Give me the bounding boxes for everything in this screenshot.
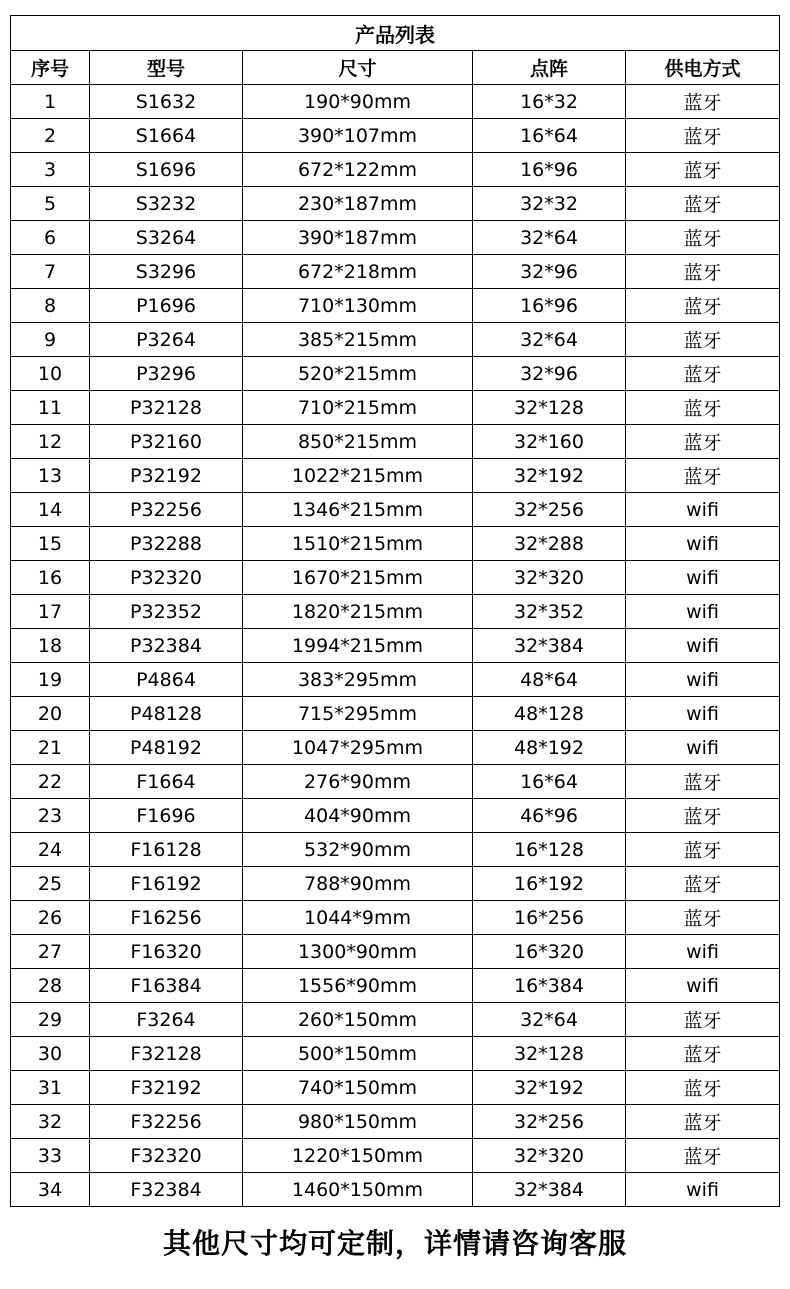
cell-model: P48192 bbox=[90, 731, 243, 765]
cell-power-mode: wifi bbox=[626, 731, 780, 765]
cell-power-mode: 蓝牙 bbox=[626, 833, 780, 867]
cell-dot-matrix: 32*64 bbox=[473, 1003, 626, 1037]
cell-index: 8 bbox=[11, 289, 90, 323]
cell-size: 1346*215mm bbox=[243, 493, 473, 527]
cell-model: F3264 bbox=[90, 1003, 243, 1037]
table-row bbox=[11, 1003, 780, 1037]
cell-index: 7 bbox=[11, 255, 90, 289]
cell-dot-matrix: 48*64 bbox=[473, 663, 626, 697]
cell-model: P32384 bbox=[90, 629, 243, 663]
cell-power-mode: 蓝牙 bbox=[626, 323, 780, 357]
cell-model: P32192 bbox=[90, 459, 243, 493]
cell-index: 24 bbox=[11, 833, 90, 867]
cell-power-mode: 蓝牙 bbox=[626, 1071, 780, 1105]
cell-index: 11 bbox=[11, 391, 90, 425]
cell-size: 710*215mm bbox=[243, 391, 473, 425]
cell-dot-matrix: 16*96 bbox=[473, 289, 626, 323]
cell-size: 788*90mm bbox=[243, 867, 473, 901]
cell-power-mode: wifi bbox=[626, 527, 780, 561]
header-size: 尺寸 bbox=[243, 51, 473, 85]
cell-dot-matrix: 32*192 bbox=[473, 1071, 626, 1105]
table-row bbox=[11, 833, 780, 867]
cell-index: 15 bbox=[11, 527, 90, 561]
header-dot-matrix: 点阵 bbox=[473, 51, 626, 85]
cell-dot-matrix: 16*32 bbox=[473, 85, 626, 119]
cell-size: 390*187mm bbox=[243, 221, 473, 255]
cell-size: 715*295mm bbox=[243, 697, 473, 731]
table-row bbox=[11, 255, 780, 289]
cell-index: 2 bbox=[11, 119, 90, 153]
table-row bbox=[11, 493, 780, 527]
cell-model: P32288 bbox=[90, 527, 243, 561]
cell-dot-matrix: 16*96 bbox=[473, 153, 626, 187]
cell-power-mode: 蓝牙 bbox=[626, 255, 780, 289]
cell-power-mode: 蓝牙 bbox=[626, 391, 780, 425]
cell-size: 260*150mm bbox=[243, 1003, 473, 1037]
cell-model: S3232 bbox=[90, 187, 243, 221]
cell-size: 1044*9mm bbox=[243, 901, 473, 935]
cell-size: 385*215mm bbox=[243, 323, 473, 357]
cell-model: F1696 bbox=[90, 799, 243, 833]
cell-index: 18 bbox=[11, 629, 90, 663]
table-header-row bbox=[11, 51, 780, 85]
cell-size: 1460*150mm bbox=[243, 1173, 473, 1207]
cell-index: 12 bbox=[11, 425, 90, 459]
cell-index: 13 bbox=[11, 459, 90, 493]
footer-note: 其他尺寸均可定制，详情请咨询客服 bbox=[162, 1227, 627, 1260]
table-row bbox=[11, 119, 780, 153]
cell-index: 1 bbox=[11, 85, 90, 119]
cell-model: P32256 bbox=[90, 493, 243, 527]
cell-index: 25 bbox=[11, 867, 90, 901]
cell-size: 710*130mm bbox=[243, 289, 473, 323]
cell-size: 1220*150mm bbox=[243, 1139, 473, 1173]
cell-dot-matrix: 32*64 bbox=[473, 221, 626, 255]
cell-index: 16 bbox=[11, 561, 90, 595]
cell-model: F16128 bbox=[90, 833, 243, 867]
cell-model: F32256 bbox=[90, 1105, 243, 1139]
table-row bbox=[11, 527, 780, 561]
cell-dot-matrix: 32*320 bbox=[473, 1139, 626, 1173]
cell-size: 390*107mm bbox=[243, 119, 473, 153]
cell-dot-matrix: 32*256 bbox=[473, 1105, 626, 1139]
cell-size: 404*90mm bbox=[243, 799, 473, 833]
cell-power-mode: 蓝牙 bbox=[626, 85, 780, 119]
cell-index: 3 bbox=[11, 153, 90, 187]
cell-power-mode: wifi bbox=[626, 969, 780, 1003]
cell-model: F32128 bbox=[90, 1037, 243, 1071]
cell-model: P48128 bbox=[90, 697, 243, 731]
cell-model: F1664 bbox=[90, 765, 243, 799]
cell-model: F16384 bbox=[90, 969, 243, 1003]
cell-power-mode: 蓝牙 bbox=[626, 221, 780, 255]
cell-dot-matrix: 32*32 bbox=[473, 187, 626, 221]
cell-dot-matrix: 46*96 bbox=[473, 799, 626, 833]
cell-power-mode: wifi bbox=[626, 595, 780, 629]
cell-dot-matrix: 32*384 bbox=[473, 1173, 626, 1207]
cell-power-mode: 蓝牙 bbox=[626, 867, 780, 901]
cell-power-mode: wifi bbox=[626, 697, 780, 731]
cell-model: P32352 bbox=[90, 595, 243, 629]
cell-index: 21 bbox=[11, 731, 90, 765]
cell-model: S3264 bbox=[90, 221, 243, 255]
cell-power-mode: 蓝牙 bbox=[626, 187, 780, 221]
table-row bbox=[11, 357, 780, 391]
table-row bbox=[11, 799, 780, 833]
cell-index: 26 bbox=[11, 901, 90, 935]
cell-power-mode: wifi bbox=[626, 1173, 780, 1207]
table-row bbox=[11, 221, 780, 255]
cell-dot-matrix: 32*192 bbox=[473, 459, 626, 493]
cell-model: P4864 bbox=[90, 663, 243, 697]
cell-dot-matrix: 32*352 bbox=[473, 595, 626, 629]
table-row bbox=[11, 595, 780, 629]
cell-index: 32 bbox=[11, 1105, 90, 1139]
cell-model: F32320 bbox=[90, 1139, 243, 1173]
cell-model: S3296 bbox=[90, 255, 243, 289]
cell-index: 34 bbox=[11, 1173, 90, 1207]
cell-model: F16256 bbox=[90, 901, 243, 935]
cell-power-mode: 蓝牙 bbox=[626, 1037, 780, 1071]
cell-power-mode: 蓝牙 bbox=[626, 459, 780, 493]
cell-size: 1670*215mm bbox=[243, 561, 473, 595]
cell-dot-matrix: 32*288 bbox=[473, 527, 626, 561]
table-title-row bbox=[11, 16, 780, 51]
cell-dot-matrix: 48*192 bbox=[473, 731, 626, 765]
cell-model: P32160 bbox=[90, 425, 243, 459]
table-row bbox=[11, 1173, 780, 1207]
cell-size: 532*90mm bbox=[243, 833, 473, 867]
cell-size: 850*215mm bbox=[243, 425, 473, 459]
cell-index: 14 bbox=[11, 493, 90, 527]
cell-index: 19 bbox=[11, 663, 90, 697]
cell-power-mode: 蓝牙 bbox=[626, 1003, 780, 1037]
cell-model: P3264 bbox=[90, 323, 243, 357]
cell-size: 1820*215mm bbox=[243, 595, 473, 629]
table-row bbox=[11, 85, 780, 119]
cell-model: S1696 bbox=[90, 153, 243, 187]
cell-index: 20 bbox=[11, 697, 90, 731]
cell-size: 1510*215mm bbox=[243, 527, 473, 561]
table-row bbox=[11, 153, 780, 187]
cell-dot-matrix: 16*64 bbox=[473, 765, 626, 799]
cell-dot-matrix: 32*160 bbox=[473, 425, 626, 459]
cell-dot-matrix: 16*192 bbox=[473, 867, 626, 901]
cell-size: 1022*215mm bbox=[243, 459, 473, 493]
cell-model: P3296 bbox=[90, 357, 243, 391]
cell-dot-matrix: 32*128 bbox=[473, 1037, 626, 1071]
cell-power-mode: wifi bbox=[626, 493, 780, 527]
table-row bbox=[11, 697, 780, 731]
cell-dot-matrix: 16*128 bbox=[473, 833, 626, 867]
cell-dot-matrix: 32*320 bbox=[473, 561, 626, 595]
cell-index: 10 bbox=[11, 357, 90, 391]
header-index: 序号 bbox=[11, 51, 90, 85]
cell-index: 29 bbox=[11, 1003, 90, 1037]
cell-model: F32192 bbox=[90, 1071, 243, 1105]
table-row bbox=[11, 187, 780, 221]
cell-index: 33 bbox=[11, 1139, 90, 1173]
table-row bbox=[11, 1139, 780, 1173]
cell-model: P1696 bbox=[90, 289, 243, 323]
table-row bbox=[11, 1037, 780, 1071]
cell-model: P32320 bbox=[90, 561, 243, 595]
cell-size: 190*90mm bbox=[243, 85, 473, 119]
table-row bbox=[11, 391, 780, 425]
header-model: 型号 bbox=[90, 51, 243, 85]
cell-size: 672*122mm bbox=[243, 153, 473, 187]
table-row bbox=[11, 731, 780, 765]
cell-model: F32384 bbox=[90, 1173, 243, 1207]
cell-power-mode: 蓝牙 bbox=[626, 901, 780, 935]
cell-model: S1664 bbox=[90, 119, 243, 153]
cell-index: 9 bbox=[11, 323, 90, 357]
table-row bbox=[11, 289, 780, 323]
cell-power-mode: 蓝牙 bbox=[626, 119, 780, 153]
cell-index: 23 bbox=[11, 799, 90, 833]
table-row bbox=[11, 1071, 780, 1105]
cell-index: 27 bbox=[11, 935, 90, 969]
cell-index: 5 bbox=[11, 187, 90, 221]
cell-size: 520*215mm bbox=[243, 357, 473, 391]
cell-power-mode: 蓝牙 bbox=[626, 425, 780, 459]
cell-dot-matrix: 32*384 bbox=[473, 629, 626, 663]
cell-power-mode: 蓝牙 bbox=[626, 153, 780, 187]
cell-power-mode: 蓝牙 bbox=[626, 799, 780, 833]
product-list-table bbox=[10, 15, 780, 1207]
cell-power-mode: 蓝牙 bbox=[626, 1105, 780, 1139]
cell-power-mode: wifi bbox=[626, 629, 780, 663]
table-row bbox=[11, 969, 780, 1003]
table-row bbox=[11, 323, 780, 357]
cell-size: 1556*90mm bbox=[243, 969, 473, 1003]
cell-index: 28 bbox=[11, 969, 90, 1003]
cell-power-mode: 蓝牙 bbox=[626, 289, 780, 323]
cell-size: 276*90mm bbox=[243, 765, 473, 799]
cell-power-mode: wifi bbox=[626, 561, 780, 595]
cell-dot-matrix: 16*256 bbox=[473, 901, 626, 935]
cell-power-mode: 蓝牙 bbox=[626, 1139, 780, 1173]
table-title: 产品列表 bbox=[11, 16, 780, 51]
header-power-mode: 供电方式 bbox=[626, 51, 780, 85]
cell-power-mode: 蓝牙 bbox=[626, 357, 780, 391]
table-row bbox=[11, 1105, 780, 1139]
cell-power-mode: 蓝牙 bbox=[626, 765, 780, 799]
table-row bbox=[11, 765, 780, 799]
cell-dot-matrix: 48*128 bbox=[473, 697, 626, 731]
table-row bbox=[11, 459, 780, 493]
cell-power-mode: wifi bbox=[626, 663, 780, 697]
cell-dot-matrix: 32*256 bbox=[473, 493, 626, 527]
cell-power-mode: wifi bbox=[626, 935, 780, 969]
table-row bbox=[11, 901, 780, 935]
cell-size: 500*150mm bbox=[243, 1037, 473, 1071]
cell-index: 17 bbox=[11, 595, 90, 629]
cell-size: 672*218mm bbox=[243, 255, 473, 289]
cell-size: 1994*215mm bbox=[243, 629, 473, 663]
cell-dot-matrix: 32*96 bbox=[473, 357, 626, 391]
cell-size: 230*187mm bbox=[243, 187, 473, 221]
cell-dot-matrix: 16*384 bbox=[473, 969, 626, 1003]
cell-dot-matrix: 32*64 bbox=[473, 323, 626, 357]
table-row bbox=[11, 561, 780, 595]
cell-dot-matrix: 32*128 bbox=[473, 391, 626, 425]
cell-model: F16320 bbox=[90, 935, 243, 969]
cell-index: 6 bbox=[11, 221, 90, 255]
cell-index: 22 bbox=[11, 765, 90, 799]
cell-size: 1047*295mm bbox=[243, 731, 473, 765]
cell-model: F16192 bbox=[90, 867, 243, 901]
cell-dot-matrix: 16*64 bbox=[473, 119, 626, 153]
cell-model: S1632 bbox=[90, 85, 243, 119]
table-row bbox=[11, 935, 780, 969]
cell-size: 383*295mm bbox=[243, 663, 473, 697]
cell-size: 1300*90mm bbox=[243, 935, 473, 969]
table-row bbox=[11, 425, 780, 459]
cell-index: 30 bbox=[11, 1037, 90, 1071]
table-row bbox=[11, 663, 780, 697]
cell-index: 31 bbox=[11, 1071, 90, 1105]
cell-size: 980*150mm bbox=[243, 1105, 473, 1139]
table-body bbox=[11, 85, 780, 1207]
table-row bbox=[11, 867, 780, 901]
cell-model: P32128 bbox=[90, 391, 243, 425]
cell-dot-matrix: 32*96 bbox=[473, 255, 626, 289]
cell-size: 740*150mm bbox=[243, 1071, 473, 1105]
cell-dot-matrix: 16*320 bbox=[473, 935, 626, 969]
table-row bbox=[11, 629, 780, 663]
